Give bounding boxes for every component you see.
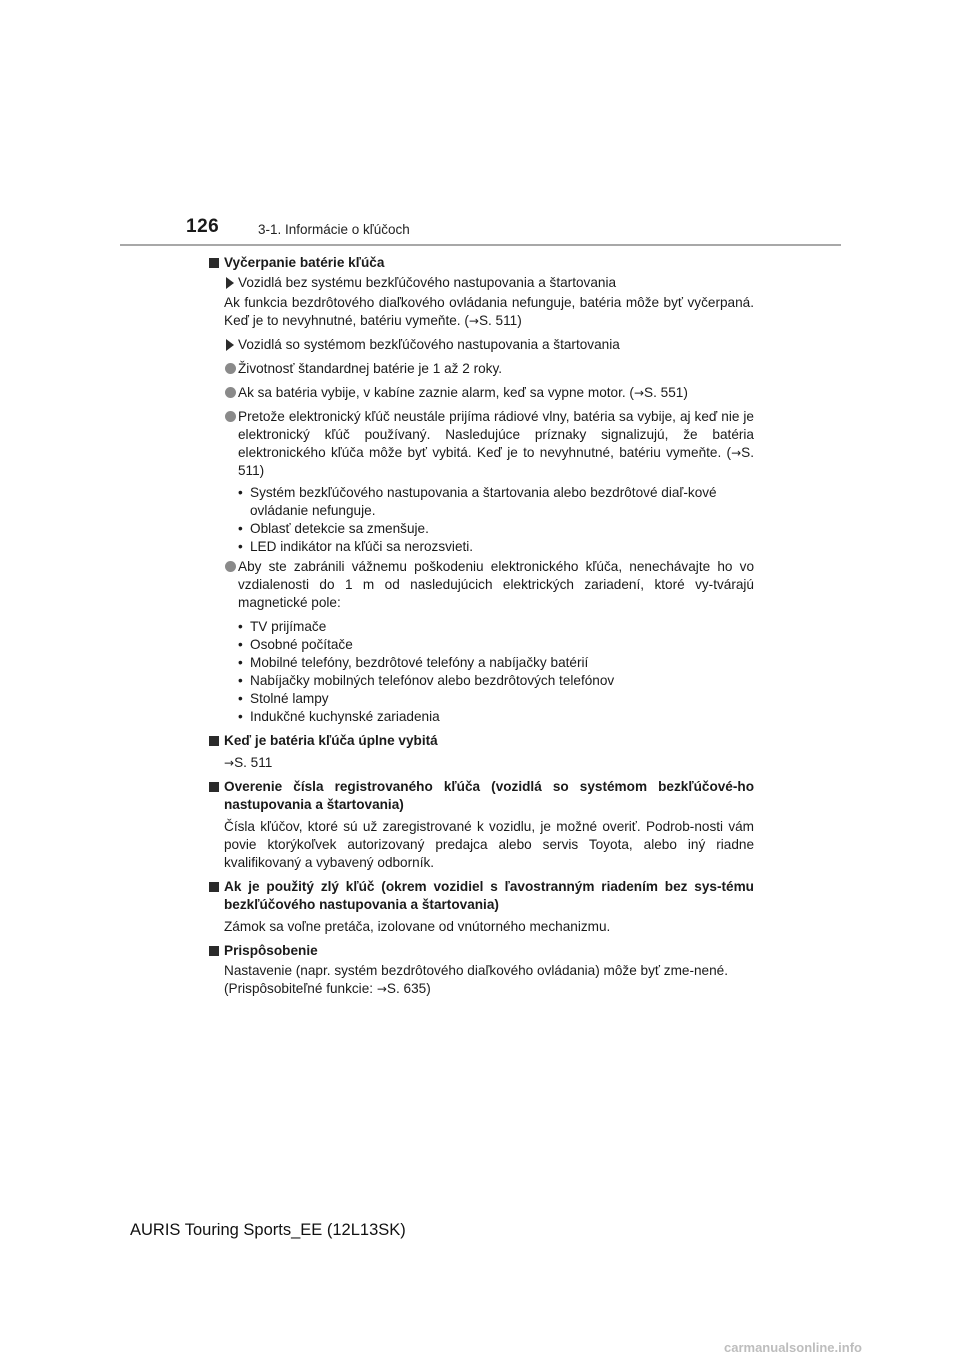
page-reference[interactable]: S. 511)	[238, 445, 754, 478]
section-title: Ak je použitý zlý kľúč (okrem vozidiel s ľavostranným riadením bez sys-tému bezkľúčového nastupovania a štartovania)	[206, 878, 754, 914]
triangle-arrow-icon	[226, 277, 234, 289]
list-item: • Systém bezkľúčového nastupovania a štartovania alebo bezdrôtové diaľ-kové ovládanie nefunguje.	[206, 484, 754, 520]
list-item: • Mobilné telefóny, bezdrôtové telefóny a nabíjačky batérií	[206, 654, 754, 672]
paragraph: Čísla kľúčov, ktoré sú už zaregistrované k vozidlu, je možné overiť. Podrob-nosti vám povie ktorýkoľvek autorizovaný predajca alebo servis Toyota, alebo iný riadne kvalifikovaný a vybavený odborník.	[224, 819, 754, 870]
list-item: • Indukčné kuchynské zariadenia	[206, 708, 754, 726]
circle-bullet-icon	[225, 411, 236, 422]
circle-bullet-icon	[225, 561, 236, 572]
bullet-item: Pretože elektronický kľúč neustále prijíma rádiové vlny, batéria sa vybije, aj keď nie je elektronický kľúč používaný. Nasledujúce príznaky signalizujú, že batéria elektronického kľúča môže byť vybitá. Keď je to nevyhnutné, batériu vymeňte. (→S. 511)	[206, 408, 754, 480]
header-rule	[120, 244, 841, 246]
square-bullet-icon	[209, 736, 219, 746]
section-wrong-key	[206, 878, 754, 936]
square-bullet-icon	[209, 882, 219, 892]
list-item: • Nabíjačky mobilných telefónov alebo bezdrôtových telefónov	[206, 672, 754, 690]
footer-model-code: AURIS Touring Sports_EE (12L13SK)	[130, 1221, 406, 1239]
arrow-icon: →	[224, 756, 235, 770]
paragraph: Nastavenie (napr. systém bezdrôtového diaľkového ovládania) môže byť zme-nené.	[224, 963, 728, 978]
page-reference[interactable]: S. 551)	[644, 385, 688, 400]
paragraph: Zámok sa voľne pretáča, izolovane od vnútorného mechanizmu.	[224, 919, 611, 934]
section-title: Prispôsobenie	[206, 942, 754, 960]
section-title: Overenie čísla registrovaného kľúča (vozidlá so systémom bezkľúčové-ho nastupovania a štartovania)	[206, 778, 754, 814]
arrow-icon: →	[633, 386, 645, 400]
bullet-item: Ak sa batéria vybije, v kabíne zaznie alarm, keď sa vypne motor. (→S. 551)	[206, 384, 754, 402]
paragraph: (Prispôsobiteľné funkcie: →S. 635)	[224, 981, 431, 996]
list-item: • Oblasť detekcie sa zmenšuje.	[206, 520, 754, 538]
list-item: • TV prijímače	[206, 618, 754, 636]
page-number: 126	[186, 216, 220, 237]
list-item: • Osobné počítače	[206, 636, 754, 654]
square-bullet-icon	[209, 782, 219, 792]
paragraph	[206, 754, 754, 772]
symptom-list	[206, 484, 754, 556]
arrow-icon: →	[731, 446, 742, 460]
bullet-item: Aby ste zabránili vážnemu poškodeniu elektronického kľúča, nenechávajte ho vo vzdialenosti do 1 m od nasledujúcich elektrických zariadení, ktoré vy-tvárajú magnetické pole:	[206, 558, 754, 612]
section-customization	[206, 942, 754, 998]
section-title: Keď je batéria kľúča úplne vybitá	[206, 732, 754, 750]
section-battery-dead	[206, 732, 754, 772]
section-battery-depletion	[206, 254, 754, 726]
subheading-without-smart-entry: Vozidlá bez systému bezkľúčového nastupovania a štartovania	[206, 274, 754, 292]
device-list	[206, 618, 754, 726]
square-bullet-icon	[209, 258, 219, 268]
page-reference[interactable]: S. 635)	[386, 981, 431, 996]
chapter-title: 3-1. Informácie o kľúčoch	[258, 222, 410, 237]
paragraph: Ak funkcia bezdrôtového diaľkového ovládania nefunguje, batéria môže byť vyčerpaná. Keď je to nevyhnutné, batériu vymeňte. (→S. 511)	[224, 295, 754, 328]
square-bullet-icon	[209, 946, 219, 956]
section-key-number-check	[206, 778, 754, 872]
page-reference[interactable]: S. 511	[234, 755, 273, 770]
arrow-icon: →	[376, 982, 387, 996]
bullet-item: Životnosť štandardnej batérie je 1 až 2 roky.	[206, 360, 754, 378]
circle-bullet-icon	[225, 387, 236, 398]
arrow-icon: →	[468, 314, 479, 328]
page-content	[206, 254, 754, 1004]
circle-bullet-icon	[225, 363, 236, 374]
list-item: • Stolné lampy	[206, 690, 754, 708]
watermark: carmanualsonline.info	[724, 1340, 862, 1355]
section-title: Vyčerpanie batérie kľúča	[206, 254, 754, 272]
page-reference[interactable]: S. 511)	[478, 313, 522, 328]
list-item: • LED indikátor na kľúči sa nerozsvieti.	[206, 538, 754, 556]
triangle-arrow-icon	[226, 339, 234, 351]
subheading-with-smart-entry: Vozidlá so systémom bezkľúčového nastupovania a štartovania	[206, 336, 754, 354]
